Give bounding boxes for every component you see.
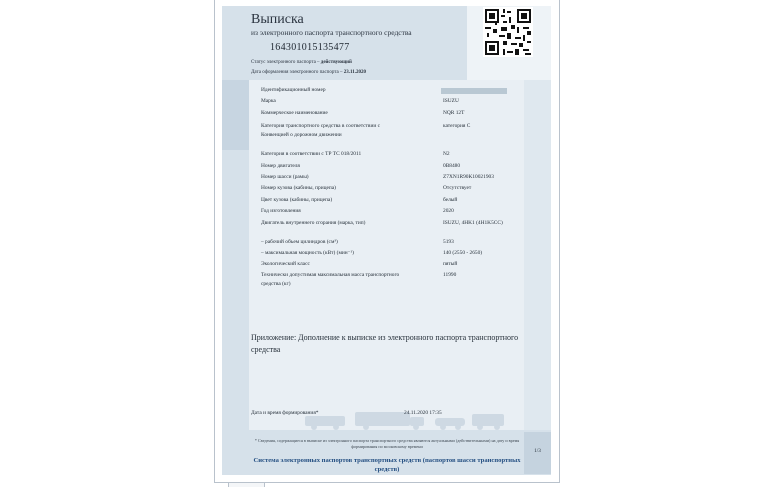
right-strip xyxy=(524,80,551,430)
row-label: Номер шасси (рамы) xyxy=(261,174,309,180)
qr-code-icon xyxy=(483,7,533,57)
row-value: N2 xyxy=(443,151,450,157)
footnote: * Сведения, содержащиеся в выписке из электронного паспорта транспортного средства являются актуальными (действительными) на дату и время формирования по московскому времени xyxy=(254,438,520,449)
row-label: Идентификационный номер xyxy=(261,87,326,93)
row-label: – максимальная мощность (кВт) (мин⁻¹) xyxy=(261,250,354,256)
row-label: Номер кузова (кабины, прицепа) xyxy=(261,185,336,191)
row-label: Экологический класс xyxy=(261,261,310,267)
issue-date-value: 23.11.2020 xyxy=(343,70,366,75)
passport-number: 164301015135477 xyxy=(270,42,350,53)
row-label: Год изготовления xyxy=(261,208,301,214)
next-page-tab[interactable] xyxy=(228,482,265,487)
row-value: пятый xyxy=(443,261,458,267)
generated-label: Дата и время формирования* xyxy=(251,410,319,416)
row-value: ISUZU, 4HK1 (4H1K5CC) xyxy=(443,220,503,226)
row-label: Марка xyxy=(261,98,276,104)
passport-status: Статус электронного паспорта – действующий xyxy=(251,60,352,65)
row-value: Отсутствует xyxy=(443,185,472,191)
issue-date: Дата оформления электронного паспорта – 23.11.2020 xyxy=(251,70,366,75)
row-value: белый xyxy=(443,197,458,203)
vehicles-watermark-icon xyxy=(300,404,510,430)
redacted-vin xyxy=(441,88,507,94)
row-value: 2020 xyxy=(443,208,454,214)
appendix-heading: Приложение: Дополнение к выписке из электронного паспорта транспортного средства xyxy=(251,333,519,354)
row-value: NQR 12T xyxy=(443,110,465,116)
row-label: Номер двигателя xyxy=(261,163,300,169)
document-subtitle: из электронного паспорта транспортного средства xyxy=(251,28,412,37)
left-strip xyxy=(222,80,249,150)
row-value: 140 (2550 - 2650) xyxy=(443,250,483,256)
row-value: категория C xyxy=(443,123,471,129)
document-title: Выписка xyxy=(251,12,304,27)
row-label: – рабочий объем цилиндров (см³) xyxy=(261,239,338,245)
row-label: Цвет кузова (кабины, прицепа) xyxy=(261,197,333,203)
row-label: Коммерческое наименование xyxy=(261,110,328,116)
row-value: Z7XN1R90K10021903 xyxy=(443,174,494,180)
row-value: ISUZU xyxy=(443,98,459,104)
row-label: Двигатель внутреннего сгорания (марка, тип) xyxy=(261,220,366,226)
row-label: Технически допустимая максимальная масса транспортного средства (кг) xyxy=(261,272,400,287)
page-number: 1/3 xyxy=(534,448,541,454)
row-label: Категория транспортного средства в соответствии с Конвенцией о дорожном движении xyxy=(261,123,380,138)
row-value: 0B8480 xyxy=(443,163,461,169)
generated-value: 24.11.2020 17:35 xyxy=(404,410,442,416)
row-value: 11990 xyxy=(443,272,457,278)
row-label: Категория в соответствии с ТР ТС 018/2011 xyxy=(261,151,362,157)
status-value: действующий xyxy=(320,60,352,65)
system-name: Система электронных паспортов транспортных средств (паспортов шасси транспортных средств) xyxy=(253,457,521,473)
row-value: 5193 xyxy=(443,239,454,245)
